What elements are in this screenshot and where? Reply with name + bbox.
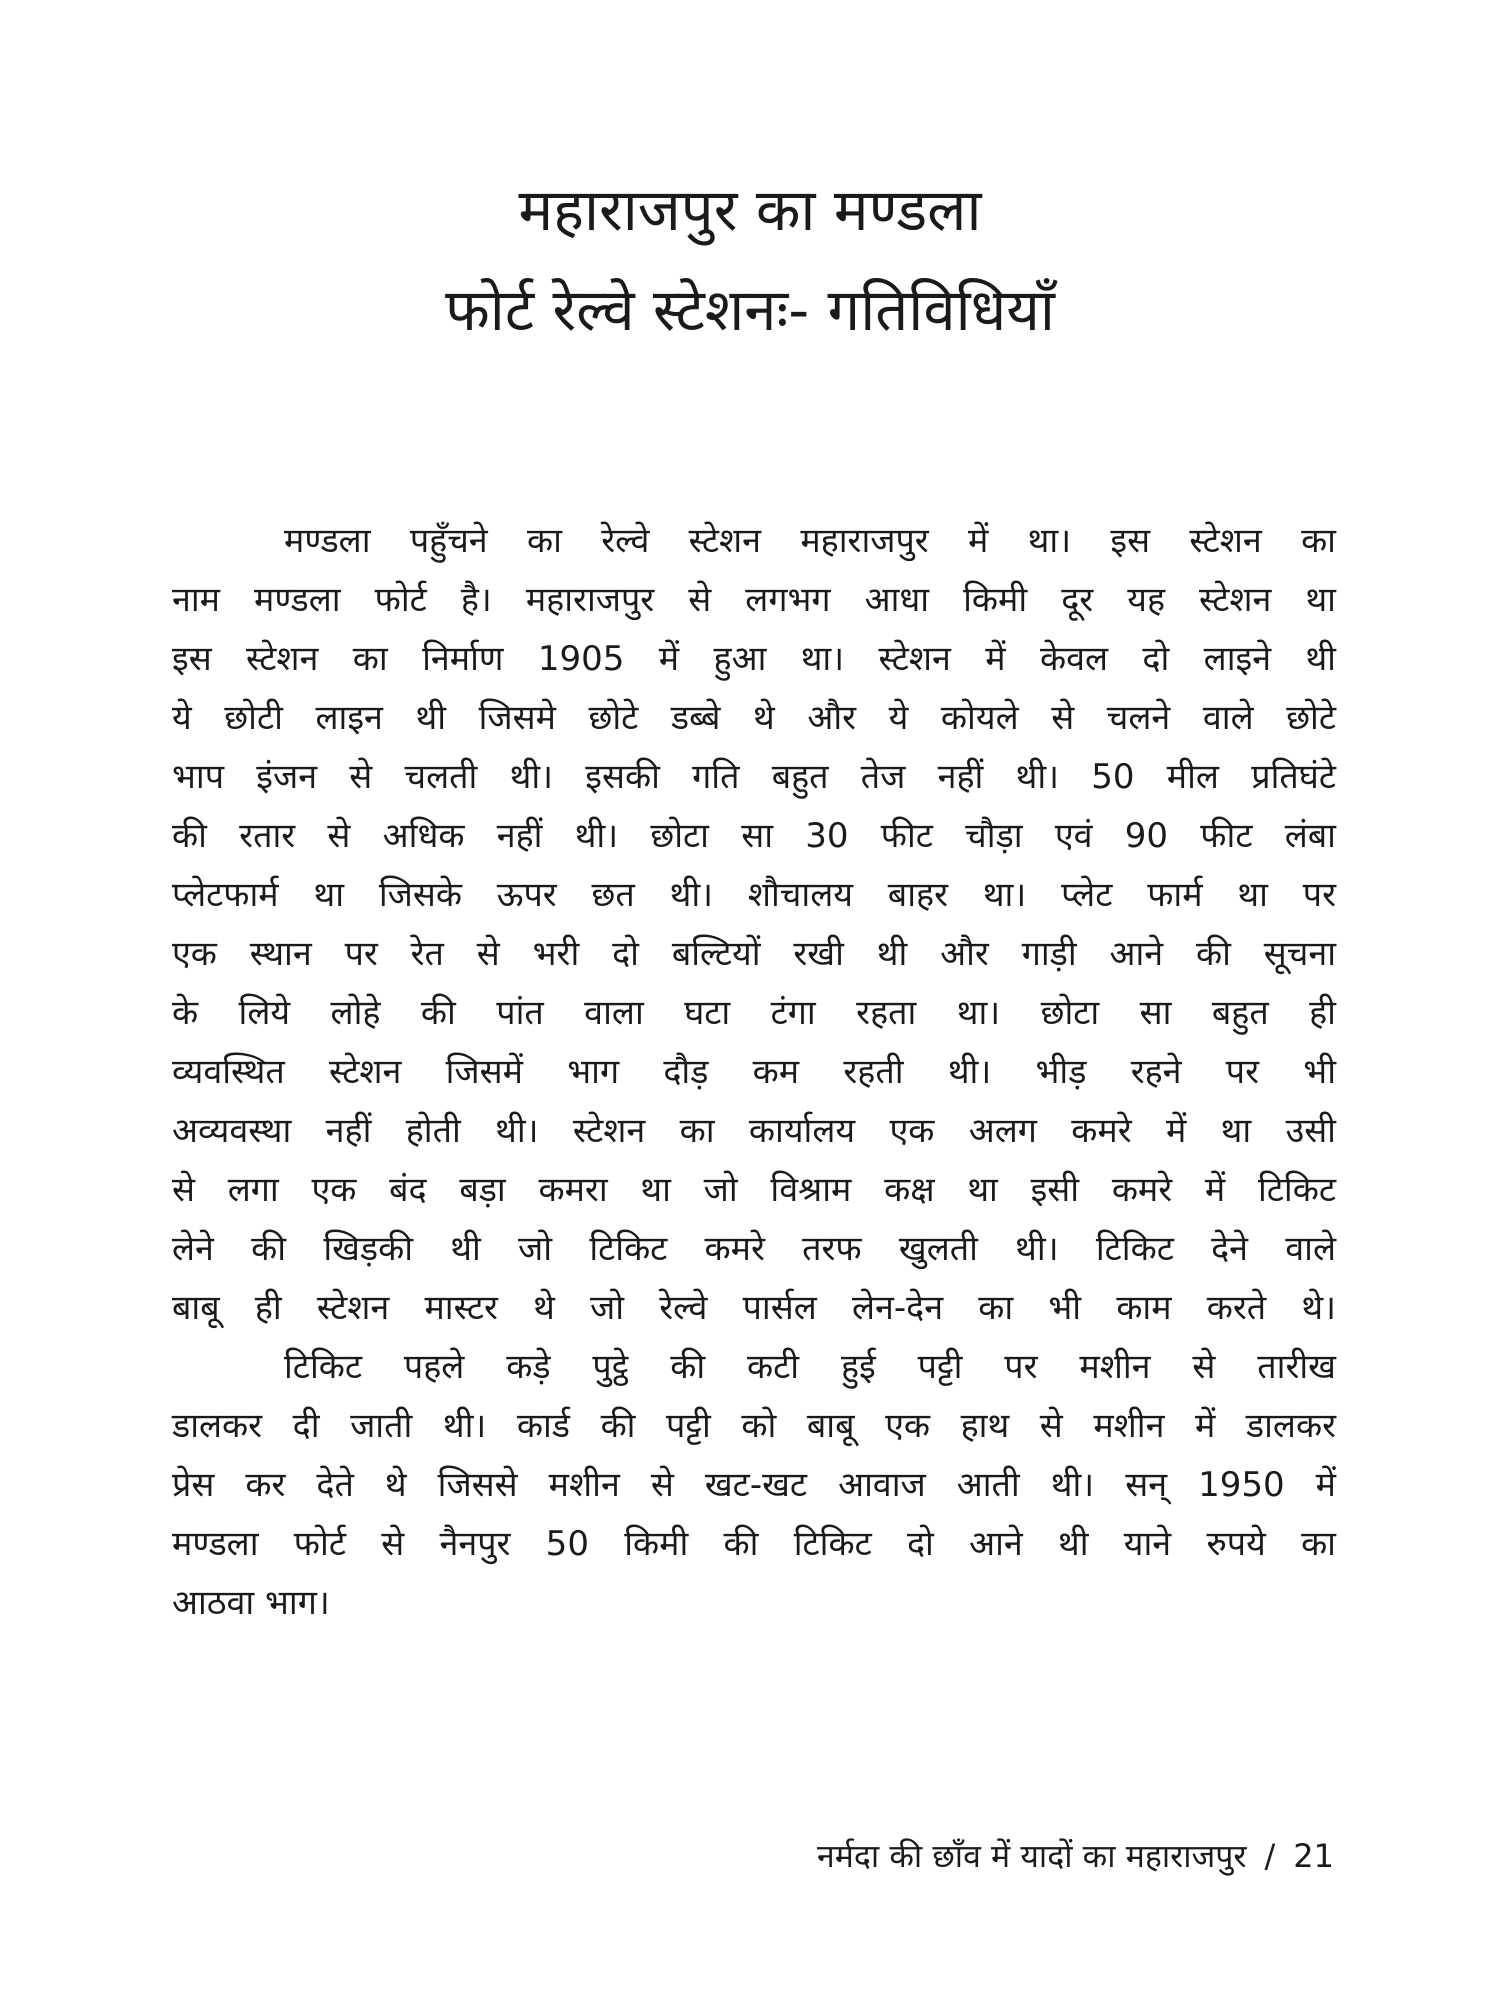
text-line: ये छोटी लाइन थी जिसमे छोटे डब्बे थे और ये कोयले से चलने वाले छोटे bbox=[172, 698, 1336, 738]
chapter-title-line-1: महाराजपुर का मण्डला bbox=[518, 176, 982, 244]
text-line: डालकर दी जाती थी। कार्ड की पट्टी को बाबू एक हाथ से मशीन में डालकर bbox=[172, 1406, 1336, 1446]
text-line: से लगा एक बंद बड़ा कमरा था जो विश्राम कक्ष था इसी कमरे में टिकिट bbox=[172, 1170, 1336, 1210]
text-line: नाम मण्डला फोर्ट है। महाराजपुर से लगभग आधा किमी दूर यह स्टेशन था bbox=[172, 580, 1336, 620]
chapter-body bbox=[172, 512, 1336, 1633]
text-line: मण्डला फोर्ट से नैनपुर 50 किमी की टिकिट दो आने थी याने रुपये का bbox=[172, 1524, 1336, 1564]
text-line: इस स्टेशन का निर्माण 1905 में हुआ था। स्टेशन में केवल दो लाइने थी bbox=[172, 639, 1336, 679]
text-line: अव्यवस्था नहीं होती थी। स्टेशन का कार्यालय एक अलग कमरे में था उसी bbox=[172, 1111, 1336, 1151]
text-line: लेने की खिड़की थी जो टिकिट कमरे तरफ खुलती थी। टिकिट देने वाले bbox=[172, 1229, 1336, 1269]
text-line: एक स्थान पर रेत से भरी दो बल्टियों रखी थी और गाड़ी आने की सूचना bbox=[172, 934, 1336, 974]
page-number: 21 bbox=[1293, 1837, 1334, 1875]
chapter-title-line-2: फोर्ट रेल्वे स्टेशनः- गतिविधियाँ bbox=[445, 276, 1055, 344]
paragraph-2 bbox=[172, 1338, 1336, 1633]
text-line: की रतार से अधिक नहीं थी। छोटा सा 30 फीट चौड़ा एवं 90 फीट लंबा bbox=[172, 816, 1336, 856]
text-line: मण्डला पहुँचने का रेल्वे स्टेशन महाराजपुर में था। इस स्टेशन का bbox=[284, 521, 1336, 561]
text-line: टिकिट पहले कड़े पुट्ठे की कटी हुई पट्टी पर मशीन से तारीख bbox=[284, 1347, 1336, 1387]
text-line: भाप इंजन से चलती थी। इसकी गति बहुत तेज नहीं थी। 50 मील प्रतिघंटे bbox=[172, 757, 1336, 797]
page-footer bbox=[817, 1836, 1334, 1876]
footer-separator: / bbox=[1264, 1837, 1276, 1875]
text-line: प्रेस कर देते थे जिससे मशीन से खट-खट आवाज आती थी। सन् 1950 में bbox=[172, 1465, 1336, 1505]
text-line: के लिये लोहे की पांत वाला घटा टंगा रहता था। छोटा सा बहुत ही bbox=[172, 993, 1336, 1033]
text-line: बाबू ही स्टेशन मास्टर थे जो रेल्वे पार्सल लेन-देन का भी काम करते थे। bbox=[172, 1288, 1336, 1328]
text-line: प्लेटफार्म था जिसके ऊपर छत थी। शौचालय बाहर था। प्लेट फार्म था पर bbox=[172, 875, 1336, 915]
text-line: आठवा भाग। bbox=[172, 1583, 330, 1623]
text-line: व्यवस्थित स्टेशन जिसमें भाग दौड़ कम रहती थी। भीड़ रहने पर भी bbox=[172, 1052, 1336, 1092]
paragraph-1 bbox=[172, 512, 1336, 1338]
chapter-title bbox=[150, 160, 1350, 360]
running-title: नर्मदा की छाँव में यादों का महाराजपुर bbox=[816, 1837, 1247, 1875]
